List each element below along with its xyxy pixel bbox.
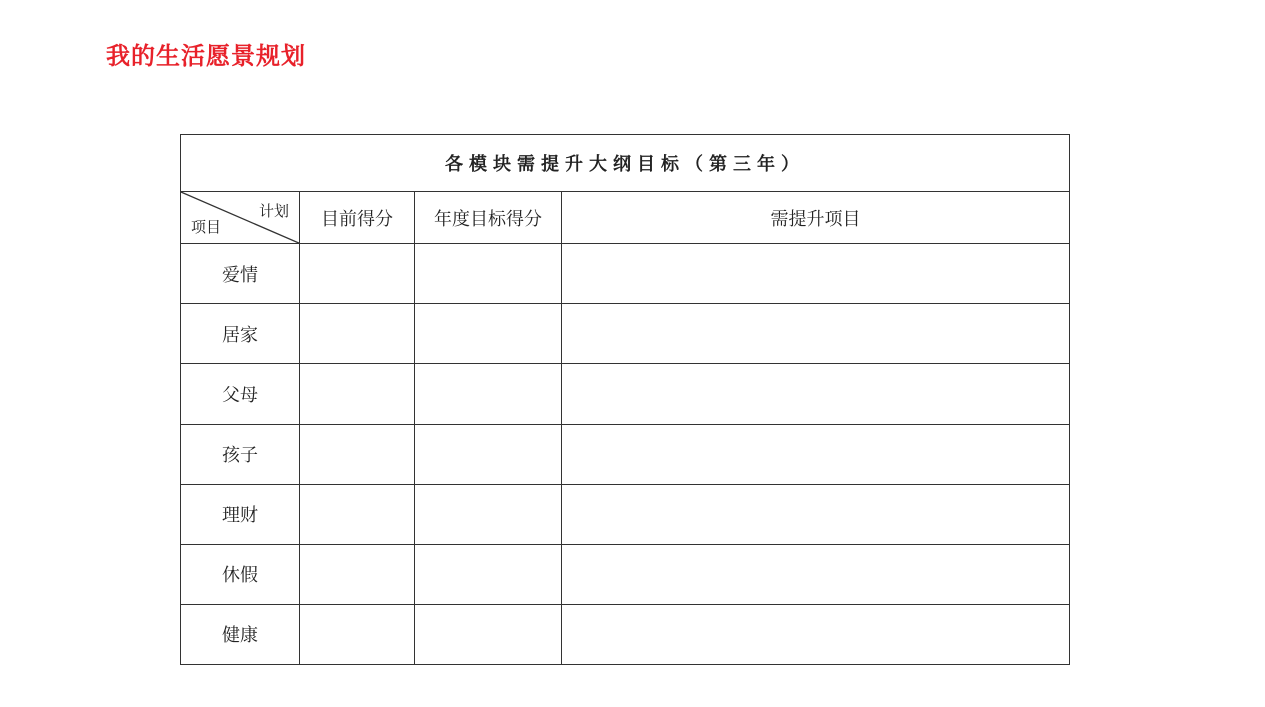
page-title: 我的生活愿景规划 <box>106 42 306 70</box>
table-row <box>181 244 1070 304</box>
improve-items-cell[interactable] <box>562 304 1070 364</box>
row-label: 健康 <box>181 604 300 664</box>
column-header-target-score: 年度目标得分 <box>415 192 562 244</box>
current-score-cell[interactable] <box>300 424 415 484</box>
table-row <box>181 484 1070 544</box>
current-score-cell[interactable] <box>300 484 415 544</box>
row-label: 居家 <box>181 304 300 364</box>
corner-item-label: 项目 <box>191 218 222 237</box>
table-row <box>181 604 1070 664</box>
table-row <box>181 424 1070 484</box>
row-label: 休假 <box>181 544 300 604</box>
target-score-cell[interactable] <box>415 544 562 604</box>
table-row <box>181 364 1070 424</box>
improve-items-cell[interactable] <box>562 544 1070 604</box>
row-label: 爱情 <box>181 244 300 304</box>
row-label: 理财 <box>181 484 300 544</box>
current-score-cell[interactable] <box>300 604 415 664</box>
table-row <box>181 304 1070 364</box>
column-header-improve-items: 需提升项目 <box>562 192 1070 244</box>
table-row <box>181 544 1070 604</box>
current-score-cell[interactable] <box>300 304 415 364</box>
current-score-cell[interactable] <box>300 364 415 424</box>
row-label: 父母 <box>181 364 300 424</box>
corner-plan-label: 计划 <box>258 202 289 221</box>
corner-cell <box>181 192 300 244</box>
target-score-cell[interactable] <box>415 304 562 364</box>
column-header-current-score: 目前得分 <box>300 192 415 244</box>
current-score-cell[interactable] <box>300 244 415 304</box>
caption-row <box>181 135 1070 192</box>
target-score-cell[interactable] <box>415 604 562 664</box>
improve-items-cell[interactable] <box>562 424 1070 484</box>
plan-table <box>180 134 1070 665</box>
table-caption: 各模块需提升大纲目标（第三年） <box>181 135 1070 192</box>
row-label: 孩子 <box>181 424 300 484</box>
improve-items-cell[interactable] <box>562 364 1070 424</box>
improve-items-cell[interactable] <box>562 604 1070 664</box>
improve-items-cell[interactable] <box>562 484 1070 544</box>
header-row <box>181 192 1070 244</box>
improve-items-cell[interactable] <box>562 244 1070 304</box>
target-score-cell[interactable] <box>415 484 562 544</box>
current-score-cell[interactable] <box>300 544 415 604</box>
target-score-cell[interactable] <box>415 424 562 484</box>
target-score-cell[interactable] <box>415 364 562 424</box>
target-score-cell[interactable] <box>415 244 562 304</box>
